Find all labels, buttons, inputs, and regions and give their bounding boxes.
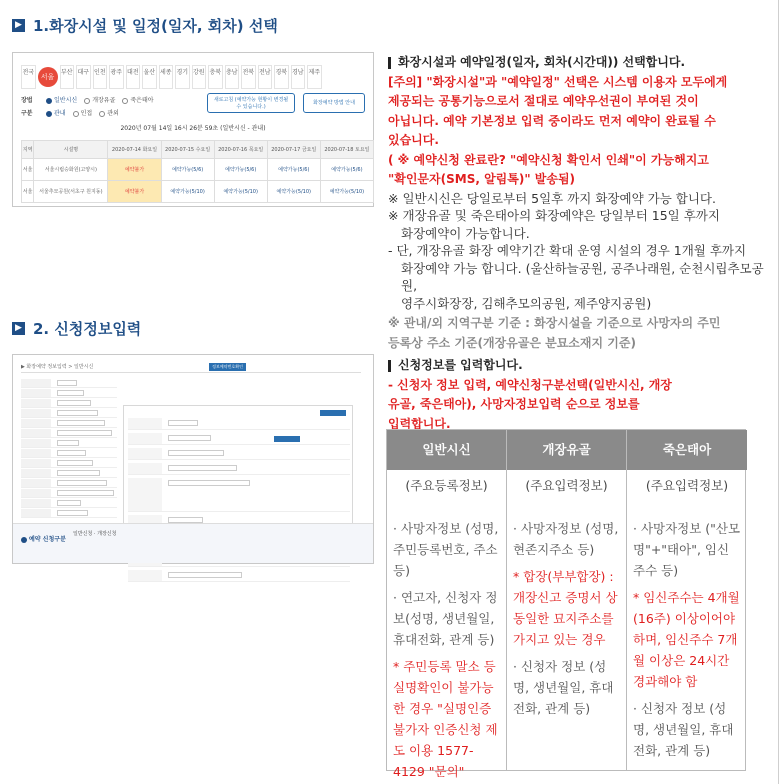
column-reburial xyxy=(507,470,627,770)
form-field-row[interactable] xyxy=(21,459,117,468)
application-form-screenshot xyxy=(12,354,374,564)
schedule-slot[interactable]: 예약가능(5/10) xyxy=(320,181,373,203)
section2-title-text: 2. 신청정보입력 xyxy=(33,320,142,338)
option-fetus[interactable]: 죽은태아 xyxy=(122,95,153,104)
section2-title xyxy=(12,318,141,339)
region-tab[interactable]: 강원 xyxy=(192,65,207,89)
warning-line: 제공되는 공통기능으로서 절대로 예약우선권이 부여된 것이 xyxy=(388,94,699,108)
schedule-slot[interactable]: 예약가능(5/10) xyxy=(267,181,320,203)
note-line: 화장예약이 가능합니다. xyxy=(401,225,530,241)
section-marker-icon: ▶ xyxy=(12,19,25,32)
form-field-row[interactable] xyxy=(21,429,117,438)
schedule-header: 2020-07-17 금요일 xyxy=(267,141,320,159)
region-tab[interactable]: 충북 xyxy=(208,65,223,89)
refresh-button[interactable]: 새로고침 (예약가능 현황이 변경될 수 있습니다.) xyxy=(207,93,295,113)
schedule-row xyxy=(22,159,374,181)
region-type-row xyxy=(21,108,119,117)
note-line: - 단, 개장유골 화장 예약기간 확대 운영 시설의 경우 1개월 후까지 xyxy=(388,243,747,258)
table-item: * 임신주수는 4개월 (16주) 이상이어야 하며, 임신주수 7개월 이상은 24시간 경과해야 함 xyxy=(633,590,740,689)
region-tab[interactable]: 울산 xyxy=(142,65,157,89)
warning-line: 아닙니다. 예약 기본정보 입력 중이라도 먼저 예약이 완료될 수 xyxy=(388,113,716,128)
schedule-cell: 서울 xyxy=(22,181,34,203)
region-tab[interactable]: 충남 xyxy=(225,65,240,89)
section1-heading: 화장시설과 예약일정(일자, 회차(시간대)) 선택합니다. xyxy=(388,53,774,73)
facility-schedule-screenshot xyxy=(12,52,374,207)
reservation-type-label: 예약 신청구분 xyxy=(21,534,66,543)
warning-line: 있습니다. xyxy=(388,133,439,147)
option-outside[interactable]: 관외 xyxy=(99,108,119,117)
region-tab[interactable]: 서울 xyxy=(38,67,58,87)
panel-field-row[interactable] xyxy=(128,478,350,512)
note-line: 영주시화장장, 김해추모의공원, 제주양지공원) xyxy=(401,295,652,311)
note-line: ※ 일반시신은 당일로부터 5일후 까지 화장예약 가능 합니다. xyxy=(388,190,716,206)
region-tab[interactable]: 경남 xyxy=(291,65,306,89)
schedule-table xyxy=(21,140,374,203)
form-field-row[interactable] xyxy=(21,419,117,428)
table-item: * 합장(부부합장) : 개장신고 증명서 상 동일한 묘지주소를 가지고 있는 경우 xyxy=(513,569,618,647)
schedule-header: 2020-07-14 화요일 xyxy=(108,141,161,159)
form-breadcrumb: ▶ 화장예약 정보입력 > 일반시신 정보예약번호확인 xyxy=(21,363,361,373)
form-field-row[interactable] xyxy=(21,389,117,398)
schedule-cell: 서울 xyxy=(22,159,34,181)
option-adjacent[interactable]: 인접 xyxy=(73,108,93,117)
table-item: · 사망자정보 ("산모명"+"태아", 임신주수 등) xyxy=(633,521,741,578)
warning-line: [주의] "화장시설"과 "예약일정" 선택은 시스템 이용자 모두에게 xyxy=(388,74,728,89)
region-criteria-line: 등록상 주소 기준(개장유골은 분묘소재지 기준) xyxy=(388,336,636,350)
sub-general: (주요등록정보) xyxy=(405,478,488,493)
table-item: · 신청자 정보 (성명, 생년월일, 휴대전화, 관계 등) xyxy=(633,701,734,758)
schedule-cell: 서울시립승화원(고양시) xyxy=(34,159,108,181)
panel-field-row[interactable] xyxy=(128,570,350,582)
burial-type-label: 장법 xyxy=(21,97,33,104)
region-tab[interactable]: 세종 xyxy=(159,65,174,89)
warning-line: "확인문자(SMS, 알림톡)" 발송됨) xyxy=(388,172,576,186)
region-tab[interactable]: 광주 xyxy=(109,65,124,89)
note-line: 화장예약 가능 합니다. (울산하늘공원, 공주나래원, 순천시립추모공원, xyxy=(401,260,764,293)
form-field-row[interactable] xyxy=(21,479,117,488)
region-tab[interactable]: 제주 xyxy=(307,65,322,89)
form-field-row[interactable] xyxy=(21,489,117,498)
section1-description xyxy=(388,53,774,353)
schedule-header: 2020-07-16 목요일 xyxy=(214,141,267,159)
schedule-slot[interactable]: 예약불가 xyxy=(108,159,161,181)
region-tab[interactable]: 경북 xyxy=(274,65,289,89)
section2-heading: 신청정보를 입력합니다. xyxy=(388,356,774,376)
panel-field-row[interactable] xyxy=(128,433,350,445)
region-criteria-line: ※ 관내/외 지역구분 기준 : 화장시설을 기준으로 사망자의 주민 xyxy=(388,316,721,330)
instruction-line: - 신청자 정보 입력, 예약신청구분선택(일반시신, 개장 xyxy=(388,377,672,392)
instruction-line: 입력합니다. xyxy=(388,416,451,431)
schedule-header: 지역 xyxy=(22,141,34,159)
form-field-row[interactable] xyxy=(21,509,117,518)
header-fetus: 죽은태아 xyxy=(627,430,747,470)
schedule-slot[interactable]: 예약가능(5/10) xyxy=(214,181,267,203)
schedule-header: 2020-07-18 토요일 xyxy=(320,141,373,159)
reservation-number-pill[interactable]: 정보예약번호확인 xyxy=(209,363,246,371)
table-item: · 사망자정보 (성명, 현존지주소 등) xyxy=(513,521,619,557)
form-field-row[interactable] xyxy=(21,399,117,408)
warning-line: ( ※ 예약신청 완료란? "예약신청 확인서 인쇄"이 가능해지고 xyxy=(388,152,709,167)
region-tab[interactable]: 전국 xyxy=(21,65,36,89)
region-tab[interactable]: 전북 xyxy=(241,65,256,89)
region-tab[interactable]: 대전 xyxy=(126,65,141,89)
form-field-row[interactable] xyxy=(21,409,117,418)
schedule-slot[interactable]: 예약가능(5/10) xyxy=(161,181,214,203)
region-tabs xyxy=(21,65,324,89)
region-tab[interactable]: 부산 xyxy=(60,65,75,89)
date-stamp: 2020년 07월 14일 16시 26분 59초 (일반시신 - 관내) xyxy=(120,125,266,132)
form-field-row[interactable] xyxy=(21,449,117,458)
column-general xyxy=(387,470,507,779)
burial-type-row xyxy=(21,95,154,104)
region-tab[interactable]: 경기 xyxy=(175,65,190,89)
table-item: · 사망자정보 (성명, 주민등록번호, 주소 등) xyxy=(393,521,499,578)
form-field-row[interactable] xyxy=(21,379,117,388)
form-field-row[interactable] xyxy=(21,439,117,448)
region-type-label: 구분 xyxy=(21,110,33,117)
option-general[interactable]: 일반시신 xyxy=(46,95,77,104)
region-tab[interactable]: 대구 xyxy=(76,65,91,89)
section1-title xyxy=(12,15,278,36)
option-reburial[interactable]: 개장유골 xyxy=(84,95,115,104)
region-tab[interactable]: 전남 xyxy=(258,65,273,89)
schedule-cell: 서울추모공원(서초구 원지동) xyxy=(34,181,108,203)
instruction-line: 유골, 죽은태아), 사망자정보입력 순으로 정보를 xyxy=(388,397,640,411)
schedule-row xyxy=(22,181,374,203)
section1-title-text: 1.화장시설 및 일정(일자, 회차) 선택 xyxy=(33,17,278,35)
schedule-slot[interactable]: 예약가능(5/6) xyxy=(161,159,214,181)
column-fetus xyxy=(627,470,747,770)
right-border-line xyxy=(778,0,779,784)
header-general: 일반시신 xyxy=(387,430,507,470)
schedule-header: 시설명 xyxy=(34,141,108,159)
panel-field-row[interactable] xyxy=(128,463,350,475)
table-item: · 신청자 정보 (성명, 생년월일, 휴대전화, 관계 등) xyxy=(513,659,614,716)
schedule-slot[interactable]: 예약가능(5/6) xyxy=(214,159,267,181)
schedule-slot[interactable]: 예약가능(5/6) xyxy=(320,159,373,181)
reservation-type-bar xyxy=(13,523,373,563)
schedule-slot[interactable]: 예약불가 xyxy=(108,181,161,203)
region-tab[interactable]: 인천 xyxy=(93,65,108,89)
table-item: * 주민등록 말소 등 실명확인이 불가능한 경우 "실명인증불가자 인증신청 제도 이용 1577-4129 "문의" xyxy=(393,659,498,779)
header-reburial: 개장유골 xyxy=(507,430,627,470)
sub-reburial: (주요입력정보) xyxy=(525,478,608,493)
reservation-type-options[interactable]: 일반신청 · 개장신청 xyxy=(73,531,117,537)
section2-description xyxy=(388,356,774,434)
sub-fetus: (주요입력정보) xyxy=(645,478,729,493)
option-local[interactable]: 관내 xyxy=(46,108,66,117)
schedule-slot[interactable]: 예약가능(5/6) xyxy=(267,159,320,181)
panel-field-row[interactable] xyxy=(128,448,350,460)
note-line: ※ 개장유골 및 죽은태아의 화장예약은 당일부터 15일 후까지 xyxy=(388,208,720,223)
table-item: · 연고자, 신청자 정보(성명, 생년월일, 휴대전화, 관계 등) xyxy=(393,590,498,647)
form-field-row[interactable] xyxy=(21,499,117,508)
schedule-header: 2020-07-15 수요일 xyxy=(161,141,214,159)
panel-field-row[interactable] xyxy=(128,418,350,430)
reservation-guide-button[interactable]: 화장예약 방법 안내 xyxy=(303,93,365,113)
form-field-row[interactable] xyxy=(21,469,117,478)
comparison-table xyxy=(386,429,746,779)
section-marker-icon: ▶ xyxy=(12,322,25,335)
